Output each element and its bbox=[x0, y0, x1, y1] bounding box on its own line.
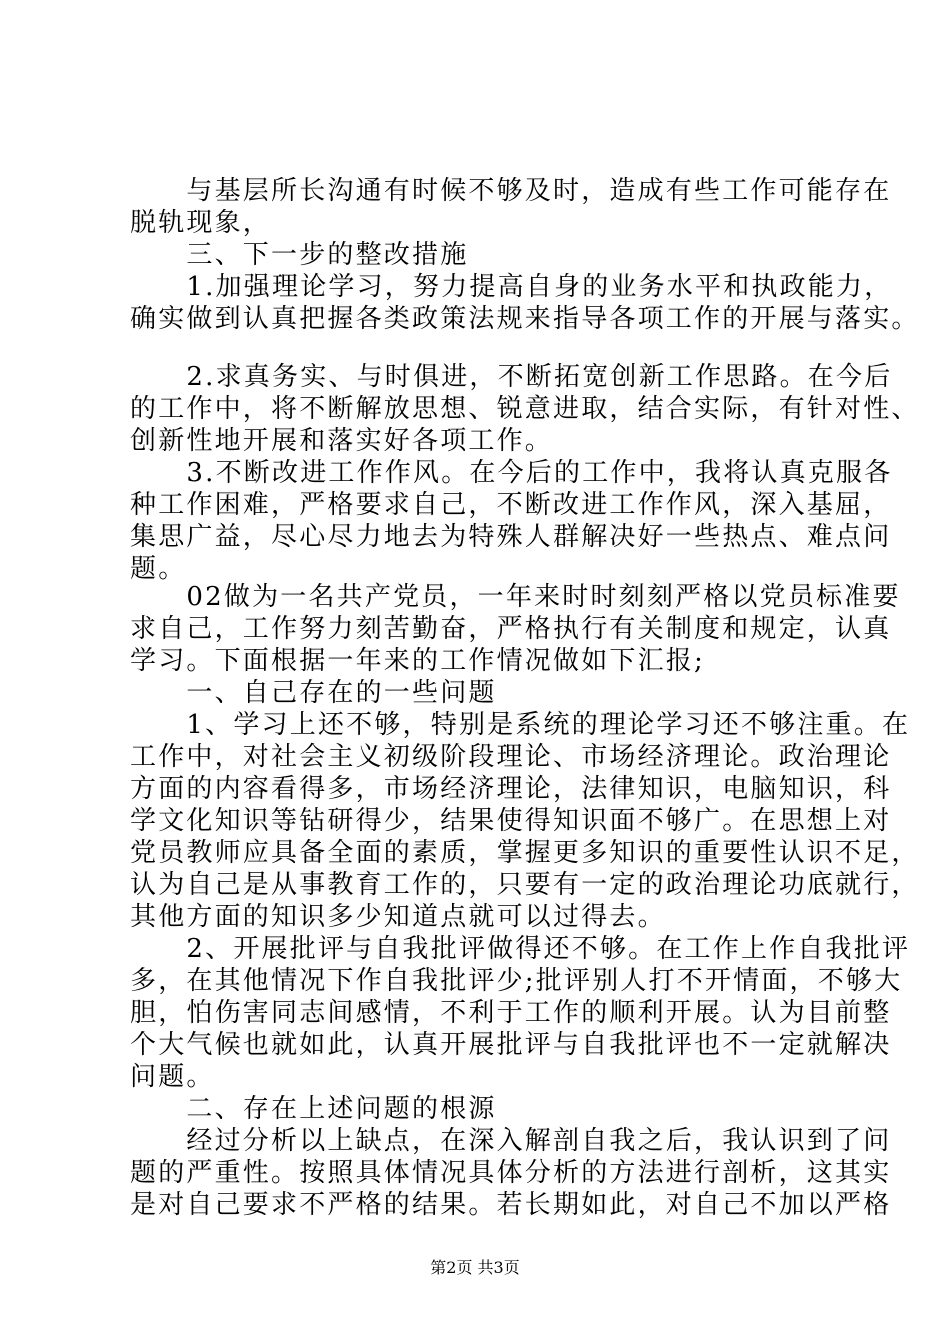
body-text-line: 3.不断改进工作作风。在今后的工作中，我将认真克服各 bbox=[130, 458, 893, 488]
body-text-line: 题的严重性。按照具体情况具体分析的方法进行剖析，这其实 bbox=[130, 1158, 892, 1188]
body-text-line: 问题。 bbox=[130, 1062, 215, 1092]
body-text-line: 创新性地开展和落实好各项工作。 bbox=[130, 426, 554, 456]
body-text-line: 胆，怕伤害同志间感情，不利于工作的顺利开展。认为目前整 bbox=[130, 998, 892, 1028]
section-heading: 二、存在上述问题的根源 bbox=[130, 1094, 497, 1124]
section-heading: 三、下一步的整改措施 bbox=[130, 240, 469, 270]
body-text-line: 集思广益，尽心尽力地去为特殊人群解决好一些热点、难点问 bbox=[130, 522, 892, 552]
page-number: 第2页 共3页 bbox=[430, 1258, 520, 1277]
body-text-line: 方面的内容看得多，市场经济理论，法律知识，电脑知识，科 bbox=[130, 774, 892, 804]
body-text-line: 2.求真务实、与时俱进，不断拓宽创新工作思路。在今后 bbox=[130, 362, 893, 392]
body-text-line: 02做为一名共产党员，一年来时时刻刻严格以党员标准要 bbox=[130, 582, 901, 612]
body-text-line: 认为自己是从事教育工作的，只要有一定的政治理论功底就行， bbox=[130, 870, 920, 900]
body-text-line: 学习。下面根据一年来的工作情况做如下汇报; bbox=[130, 646, 705, 676]
body-text-line: 种工作困难，严格要求自己，不断改进工作作风，深入基屈， bbox=[130, 490, 892, 520]
section-heading: 一、自己存在的一些问题 bbox=[130, 678, 497, 708]
body-text-line: 党员教师应具备全面的素质，掌握更多知识的重要性认识不足， bbox=[130, 838, 920, 868]
body-text-line: 脱轨现象， bbox=[130, 208, 272, 238]
body-text-line: 工作中，对社会主义初级阶段理论、市场经济理论。政治理论 bbox=[130, 742, 892, 772]
body-text-line: 个大气候也就如此，认真开展批评与自我批评也不一定就解决 bbox=[130, 1030, 892, 1060]
body-text-line: 是对自己要求不严格的结果。若长期如此，对自己不加以严格 bbox=[130, 1190, 892, 1220]
body-text-line: 2、开展批评与自我批评做得还不够。在工作上作自我批评 bbox=[130, 934, 911, 964]
body-text-line: 求自己，工作努力刻苦勤奋，严格执行有关制度和规定，认真 bbox=[130, 614, 892, 644]
body-text-line: 的工作中，将不断解放思想、锐意进取，结合实际，有针对性、 bbox=[130, 394, 920, 424]
body-text-line: 1.加强理论学习，努力提高自身的业务水平和执政能力， bbox=[130, 272, 893, 302]
body-text-line: 1、学习上还不够，特别是系统的理论学习还不够注重。在 bbox=[130, 710, 911, 740]
body-text-line: 经过分析以上缺点，在深入解剖自我之后，我认识到了问 bbox=[130, 1126, 892, 1156]
body-text-line: 多，在其他情况下作自我批评少;批评别人打不开情面，不够大 bbox=[130, 966, 903, 996]
body-text-line: 与基层所长沟通有时候不够及时，造成有些工作可能存在 bbox=[130, 176, 892, 206]
body-text-line: 其他方面的知识多少知道点就可以过得去。 bbox=[130, 902, 666, 932]
body-text-line: 题。 bbox=[130, 554, 187, 584]
body-text-line: 确实做到认真把握各类政策法规来指导各项工作的开展与落实。 bbox=[130, 304, 920, 334]
body-text-line: 学文化知识等钻研得少，结果使得知识面不够广。在思想上对 bbox=[130, 806, 892, 836]
